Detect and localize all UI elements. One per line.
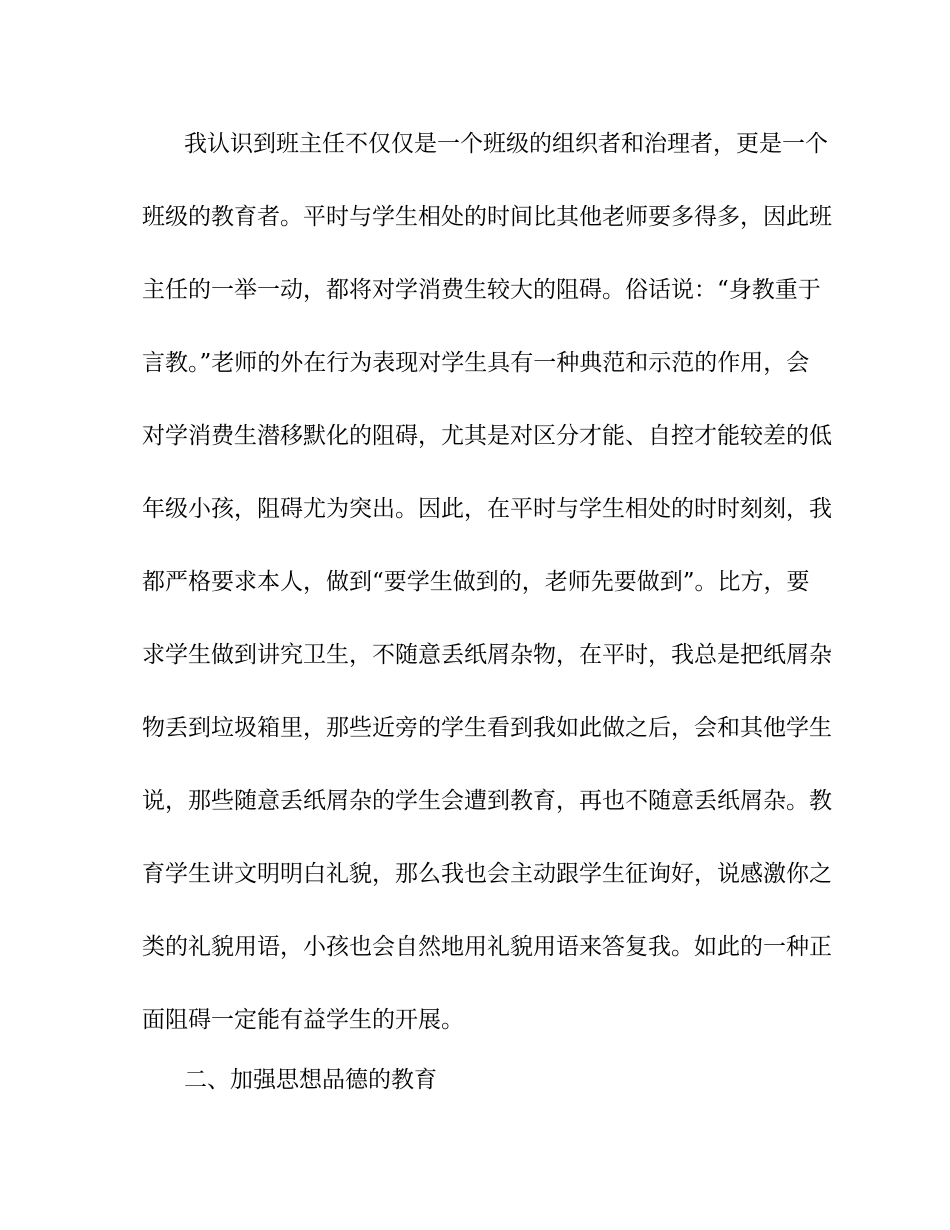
- paragraph-line: 物丢到垃圾箱里，那些近旁的学生看到我如此做之后，会和其他学生: [142, 715, 832, 741]
- paragraph-line: 育学生讲文明明白礼貌，那么我也会主动跟学生征询好，说感激你之: [142, 861, 832, 887]
- paragraph-line: 年级小孩，阻碍尤为突出。因此，在平时与学生相处的时时刻刻，我: [142, 496, 832, 522]
- paragraph-line: 主任的一举一动，都将对学消费生较大的阻碍。俗话说：“身教重于: [142, 277, 821, 303]
- paragraph-line: 求学生做到讲究卫生，不随意丢纸屑杂物，在平时，我总是把纸屑杂: [142, 642, 832, 668]
- paragraph-line: 类的礼貌用语，小孩也会自然地用礼貌用语来答复我。如此的一种正: [142, 934, 832, 960]
- paragraph-line: 班级的教育者。平时与学生相处的时间比其他老师要多得多，因此班: [142, 204, 832, 230]
- paragraph-line: 都严格要求本人，做到“要学生做到的，老师先要做到”。比方，要: [142, 569, 810, 595]
- paragraph-line: 我认识到班主任不仅仅是一个班级的组织者和治理者，更是一个: [184, 131, 828, 157]
- section-heading: 二、加强思想品德的教育: [184, 1067, 437, 1093]
- paragraph-line: 对学消费生潜移默化的阻碍，尤其是对区分才能、自控才能较差的低: [142, 423, 832, 449]
- paragraph-line: 言教。”老师的外在行为表现对学生具有一种典范和示范的作用，会: [142, 350, 810, 376]
- paragraph-line: 说，那些随意丢纸屑杂的学生会遭到教育，再也不随意丢纸屑杂。教: [142, 788, 832, 814]
- paragraph-line: 面阻碍一定能有益学生的开展。: [142, 1007, 464, 1033]
